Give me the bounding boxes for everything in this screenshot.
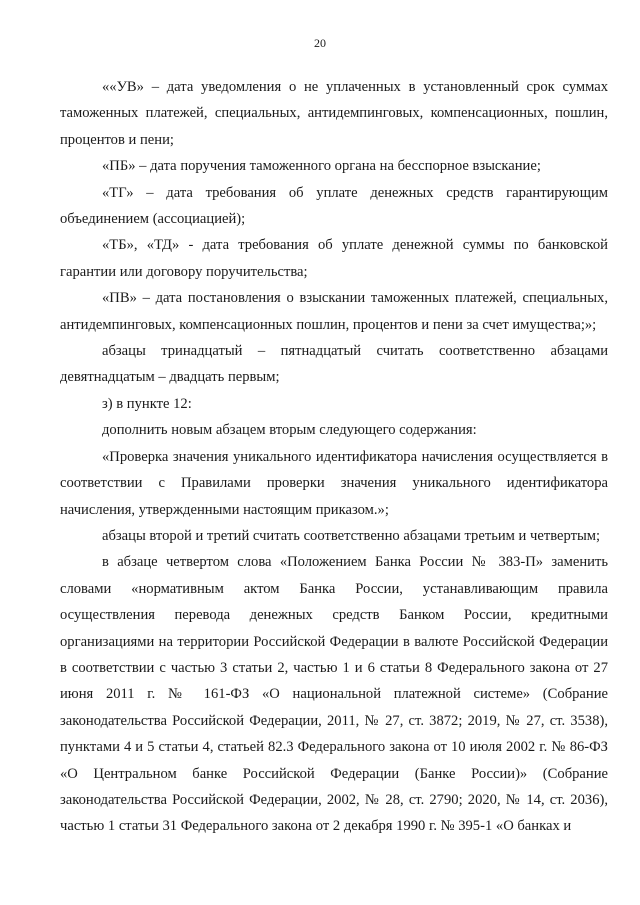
paragraph-pb: «ПБ» – дата поручения таможенного органа на бесспорное взыскание; (102, 158, 541, 175)
paragraph-uv: ««УВ» – дата уведомления о не уплаченных в установленный срок суммах таможенных платежей, специальных, антидемпинговых, компенсационных, пошлин, процентов и пени; (60, 79, 608, 148)
paragraph-item-z: з) в пункте 12: (102, 395, 192, 412)
paragraph-check-uin: «Проверка значения уникального идентификатора начисления осуществляется в соответствии с Правилами проверки значения уникального идентификатора начисления, утвержденными настоящим приказом.»; (60, 448, 608, 518)
paragraph-tb-td: «ТБ», «ТД» - дата требования об уплате денежной суммы по банковской гарантии или договору поручительства; (60, 237, 608, 280)
paragraph-add-second: дополнить новым абзацем вторым следующего содержания: (102, 422, 477, 439)
paragraph-tg: «ТГ» – дата требования об уплате денежных средств гарантирующим объединением (ассоциацией); (60, 184, 608, 228)
page-number: 20 (314, 36, 326, 50)
paragraph-renumber-2: абзацы второй и третий считать соответственно абзацами третьим и четвертым; (102, 527, 601, 544)
paragraph-replace-words: в абзаце четвертом слова «Положением Банка России № 383-П» заменить словами «нормативным актом Банка России, устанавливающим правила осуществления перевода денежных средств Банком России, кредитными организациями на территории Российской Федерации в валюте Российской Федерации в соответствии с частью 3 статьи 2, частью 1 и 6 статьи 8 Федерального закона от 27 июня 2011 г. № 161-ФЗ «О национальной платежной системе» (Собрание законодательства Российской Федерации, 2011, № 27, ст. 3872; 2019, № 27, ст. 3538), пунктами 4 и 5 статьи 4, статьей 82.3 Федерального закона от 10 июля 2002 г. № 86-ФЗ «О Центральном банке Российской Федерации (Банке России)» (Собрание законодательства Российской Федерации, 2002, № 28, ст. 2790; 2020, № 14, ст. 2036), частью 1 статьи 31 Федерального закона от 2 декабря 1990 г. № 395-1 «О банках и (60, 554, 608, 835)
document-body (60, 74, 608, 840)
paragraph-pv: «ПВ» – дата постановления о взыскании таможенных платежей, специальных, антидемпинговых, компенсационных пошлин, процентов и пени за счет имущества;»; (60, 290, 608, 333)
paragraph-renumber-1: абзацы тринадцатый – пятнадцатый считать соответственно абзацами девятнадцатым – двадцать первым; (60, 343, 608, 386)
